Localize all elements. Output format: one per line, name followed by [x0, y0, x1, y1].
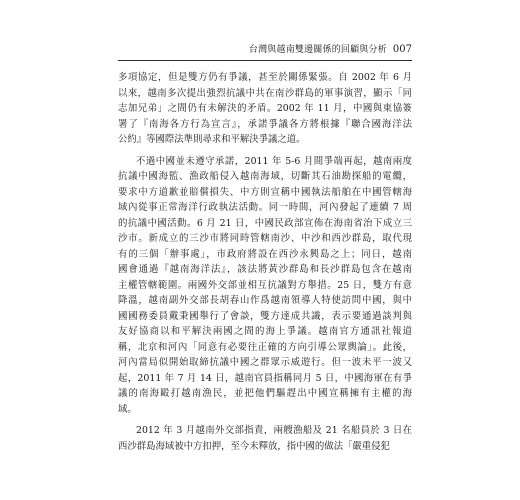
text-line: 要求中方道歉並賠償損失、中方則宣稱中國執法船舶在中國管轄海: [118, 186, 412, 198]
paragraph: [118, 154, 412, 418]
paragraph: [118, 423, 412, 454]
text-line: 不過中國並未遵守承諾，2011 年 5-6 月間爭端再起，越南兩度: [136, 155, 412, 167]
text-line: 稱，北京和河內「同意有必要往正確的方向引導公眾輿論」。此後，: [118, 341, 412, 353]
body-text: [118, 70, 412, 454]
text-line: 起，2011 年 7 月 14 日，越南官員指稱同月 5 日，中國海軍在有爭: [118, 372, 412, 384]
paragraph: [118, 70, 412, 148]
text-line: 西沙群島海域被中方扣押，至今未釋放，指中國的做法「嚴重侵犯: [118, 440, 390, 452]
text-line: 議的南海毆打越南漁民，並把他們驅趕出中國宣稱擁有主權的海: [118, 388, 412, 399]
text-line: 河內當局似開始取締抗議中國之群眾示威遊行。但一波未平一波又: [118, 357, 412, 368]
text-line: 多項協定，但是雙方仍有爭議，甚至於關係緊張。自 2002 年 6 月: [118, 72, 412, 83]
text-line: 有的三個「辦事處」，市政府將設在西沙永興島之上；同日，越南: [118, 248, 412, 260]
text-line: 公約』等國際法準則尋求和平解決爭議之道。: [118, 134, 306, 145]
text-line: 署了『南海各方行為宣言』，承諾爭議各方將根據『聯合國海洋法: [118, 118, 412, 130]
text-line: 沙市。新成立的三沙市將同時管轄南沙、中沙和西沙群島，取代現: [118, 233, 412, 244]
text-line: 2012 年 3 月越南外交部指責，兩艘漁船及 21 名船員於 3 日在: [136, 425, 412, 436]
text-line: 抗議中國海監、漁政船侵入越南海域，切斷其石油勘探船的電纜，: [118, 171, 412, 182]
text-line: 志加兄弟」之間仍有未解決的矛盾。2002 年 11 月，中國與東協簽: [118, 103, 412, 114]
text-line: 國會通過『越南海洋法』，該法將黃沙群島和長沙群島包含在越南: [118, 264, 412, 275]
text-line: 的抗議中國活動。6 月 21 日，中國民政部宣佈在海南省治下成立三: [118, 217, 412, 229]
running-title: 台灣與越南雙邊關係的回顧與分析: [248, 45, 387, 55]
page-number: 007: [392, 44, 412, 55]
text-line: 降溫，越南副外交部長胡春山作爲越南領導人特使訪問中國，與中: [118, 295, 412, 306]
text-line: 國國務委員戴秉國舉行了會談，雙方達成共識，表示要通過談判與: [118, 310, 412, 322]
text-line: 以來，越南多次提出強烈抗議中共在南沙群島的軍事演習，顯示「同: [118, 87, 412, 99]
running-header: [118, 42, 412, 61]
text-line: 友好協商以和平解決兩國之間的海上爭議。越南官方通訊社報道: [118, 326, 412, 337]
text-line: 域。: [118, 403, 137, 415]
text-line: 主權管轄範圍。兩國外交部並相互抗議對方舉措。25 日，雙方有意: [118, 279, 412, 291]
text-line: 域內從事正常海洋行政執法活動。同一時間，河內發起了連續 7 周: [118, 202, 412, 213]
